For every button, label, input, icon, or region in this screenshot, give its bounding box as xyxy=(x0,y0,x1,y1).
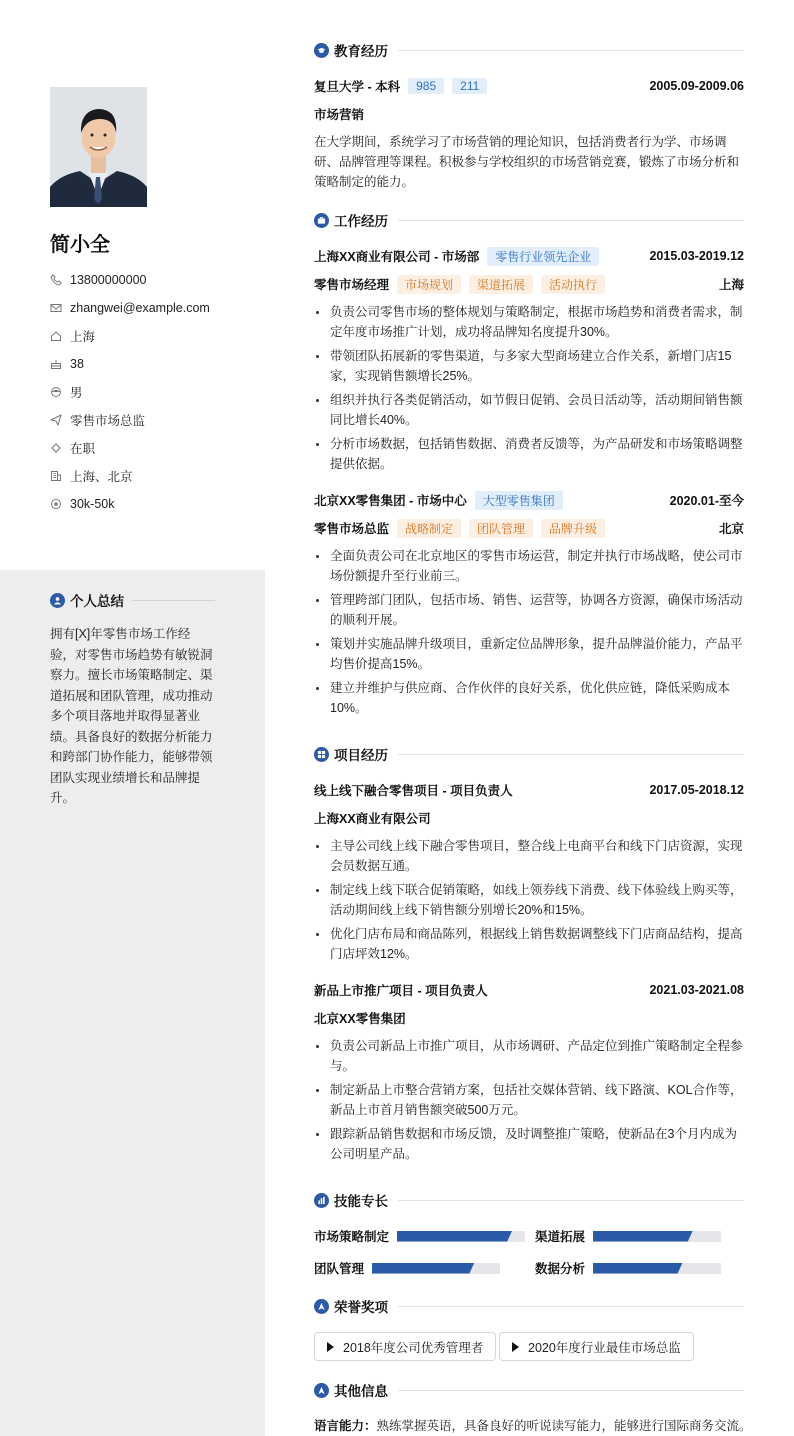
project-date: 2021.03-2021.08 xyxy=(649,983,744,997)
cake-icon xyxy=(50,358,62,370)
project-org-row xyxy=(314,1009,744,1027)
project-name: 新品上市推广项目 - 项目负责人 xyxy=(314,984,488,998)
play-icon xyxy=(512,1342,519,1352)
skill-item xyxy=(314,1259,500,1277)
skill-bar xyxy=(397,1231,525,1242)
major-name: 市场营销 xyxy=(314,108,365,122)
summary-title: 个人总结 xyxy=(70,594,124,609)
list-item: 策划并实施品牌升级项目，重新定位品牌形象，提升品牌溢价能力，产品平均售价提高15%。 xyxy=(314,634,744,674)
project-org: 上海XX商业有限公司 xyxy=(314,812,431,826)
job-date: 2015.03-2019.12 xyxy=(649,249,744,263)
skill-bar-fill xyxy=(593,1263,683,1274)
graduation-cap-icon xyxy=(314,43,329,58)
role-tag: 团队管理 xyxy=(469,519,533,538)
info-gender: 男 xyxy=(50,378,260,406)
skill-bar xyxy=(593,1231,721,1242)
list-item: 跟踪新品销售数据和市场反馈，及时调整推广策略，使新品在3个月内成为公司明星产品。 xyxy=(314,1124,744,1164)
summary-section-header xyxy=(50,590,215,610)
skill-name: 渠道拓展 xyxy=(535,1230,586,1244)
school-tag: 985 xyxy=(408,78,444,94)
award-item: 2018年度公司优秀管理者 xyxy=(314,1332,496,1361)
project-header-row xyxy=(314,781,744,799)
skill-bar-fill xyxy=(397,1231,512,1242)
project-bullets xyxy=(314,836,744,968)
skill-bar xyxy=(593,1263,721,1274)
job-city: 北京 xyxy=(718,522,744,536)
language-text: 熟练掌握英语，具备良好的听说读写能力，能够进行国际商务交流。 xyxy=(376,1419,752,1433)
grid-icon xyxy=(314,747,329,762)
skill-item xyxy=(535,1227,721,1245)
other-title: 其他信息 xyxy=(334,1384,388,1399)
skill-bar-fill xyxy=(372,1263,474,1274)
info-salary: 30k-50k xyxy=(50,490,260,518)
education-school-row xyxy=(314,77,744,95)
language-label: 语言能力： xyxy=(314,1419,377,1433)
job-bullets xyxy=(314,546,744,722)
education-section-header xyxy=(314,40,744,60)
list-item: 组织并执行各类促销活动，如节假日促销、会员日活动等，活动期间销售额同比增长40%。 xyxy=(314,390,744,430)
job-company: 上海XX商业有限公司 - 市场部 xyxy=(314,250,480,264)
work-section-header xyxy=(314,210,744,230)
info-status: 在职 xyxy=(50,434,260,462)
info-cities: 上海、北京 xyxy=(50,462,260,490)
awards-title: 荣誉奖项 xyxy=(334,1300,388,1315)
info-icon xyxy=(314,1383,329,1398)
job-role-row xyxy=(314,519,744,537)
gender-icon xyxy=(50,386,62,398)
info-phone: 13800000000 xyxy=(50,266,260,294)
education-description: 在大学期间，系统学习了市场营销的理论知识，包括消费者行为学、市场调研、品牌管理等课程。积极参与学校组织的市场营销竞赛，锻炼了市场分析和策略制定的能力。 xyxy=(314,135,740,189)
list-item: 带领团队拓展新的零售渠道，与多家大型商场建立合作关系，新增门店15家，实现销售额增长25%。 xyxy=(314,346,744,386)
role-tag: 战略制定 xyxy=(397,519,461,538)
phone-icon xyxy=(50,274,62,286)
role-tag: 市场规划 xyxy=(397,275,461,294)
projects-section-header xyxy=(314,744,744,764)
company-tag: 大型零售集团 xyxy=(475,491,563,510)
award-icon xyxy=(314,1299,329,1314)
briefcase-icon xyxy=(314,213,329,228)
other-section-header xyxy=(314,1380,744,1400)
job-role: 零售市场经理 xyxy=(314,278,390,292)
project-bullets xyxy=(314,1036,744,1168)
user-icon xyxy=(50,593,65,608)
skill-item xyxy=(535,1259,721,1277)
list-item: 管理跨部门团队，包括市场、销售、运营等，协调各方资源，确保市场活动的顺利开展。 xyxy=(314,590,744,630)
job-date: 2020.01-至今 xyxy=(669,494,744,508)
list-item: 主导公司线上线下融合零售项目，整合线上电商平台和线下门店资源，实现会员数据互通。 xyxy=(314,836,744,876)
list-item: 全面负责公司在北京地区的零售市场运营，制定并执行市场战略，使公司市场份额提升至行业前三。 xyxy=(314,546,744,586)
bar-chart-icon xyxy=(314,1193,329,1208)
target-icon xyxy=(50,498,62,510)
projects-title: 项目经历 xyxy=(334,748,388,763)
project-date: 2017.05-2018.12 xyxy=(649,783,744,797)
status-icon xyxy=(50,442,62,454)
skill-bar xyxy=(372,1263,500,1274)
home-icon xyxy=(50,330,62,342)
list-item: 分析市场数据，包括销售数据、消费者反馈等，为产品研发和市场策略调整提供依据。 xyxy=(314,434,744,474)
list-item: 制定新品上市整合营销方案，包括社交媒体营销、线下路演、KOL合作等，新品上市首月销售额突破500万元。 xyxy=(314,1080,744,1120)
job-role-row xyxy=(314,275,744,293)
candidate-name: 简小全 xyxy=(50,234,110,256)
info-position: 零售市场总监 xyxy=(50,406,260,434)
award-item: 2020年度行业最佳市场总监 xyxy=(499,1332,694,1361)
job-company: 北京XX零售集团 - 市场中心 xyxy=(314,494,467,508)
project-name: 线上线下融合零售项目 - 项目负责人 xyxy=(314,784,513,798)
education-date: 2005.09-2009.06 xyxy=(649,79,744,93)
contact-info-list xyxy=(50,266,260,518)
education-major-row xyxy=(314,105,744,123)
mail-icon xyxy=(50,302,62,314)
info-email: zhangwei@example.com xyxy=(50,294,260,322)
school-tag: 211 xyxy=(452,78,487,94)
project-org-row xyxy=(314,809,744,827)
avatar xyxy=(50,87,147,207)
list-item: 负责公司新品上市推广项目，从市场调研、产品定位到推广策略制定全程参与。 xyxy=(314,1036,744,1076)
play-icon xyxy=(327,1342,334,1352)
skill-name: 数据分析 xyxy=(535,1262,586,1276)
list-item: 负责公司零售市场的整体规划与策略制定，根据市场趋势和消费者需求，制定年度市场推广计划，成功将品牌知名度提升30%。 xyxy=(314,302,744,342)
list-item: 制定线上线下联合促销策略，如线上领券线下消费、线下体验线上购买等，活动期间线上线下销售额分别增长20%和15%。 xyxy=(314,880,744,920)
job-header-row xyxy=(314,491,744,509)
skill-name: 市场策略制定 xyxy=(314,1230,390,1244)
job-header-row xyxy=(314,247,744,265)
education-title: 教育经历 xyxy=(334,44,388,59)
summary-text: 拥有[X]年零售市场工作经验，对零售市场趋势有敏锐洞察力。擅长市场策略制定、渠道拓展和团队管理，成功推动多个项目落地并取得显著业绩。具备良好的数据分析能力和跨部门协作能力，能够带领团队实现业绩增长和品牌提升。 xyxy=(50,627,213,805)
skill-item xyxy=(314,1227,525,1245)
project-org: 北京XX零售集团 xyxy=(314,1012,406,1026)
role-tag: 活动执行 xyxy=(541,275,605,294)
job-city: 上海 xyxy=(718,278,744,292)
info-location: 上海 xyxy=(50,322,260,350)
list-item: 优化门店布局和商品陈列，根据线上销售数据调整线下门店商品结构，提高门店坪效12%。 xyxy=(314,924,744,964)
role-tag: 渠道拓展 xyxy=(469,275,533,294)
skill-bar-fill xyxy=(593,1231,693,1242)
company-tag: 零售行业领先企业 xyxy=(487,247,599,266)
info-age: 38 xyxy=(50,350,260,378)
skill-name: 团队管理 xyxy=(314,1262,365,1276)
language-ability xyxy=(314,1416,754,1434)
role-tag: 品牌升级 xyxy=(541,519,605,538)
school-name: 复旦大学 - 本科 xyxy=(314,80,401,94)
left-column xyxy=(0,0,265,1436)
job-bullets xyxy=(314,302,744,478)
skills-title: 技能专长 xyxy=(334,1194,388,1209)
awards-section-header xyxy=(314,1296,744,1316)
send-icon xyxy=(50,414,62,426)
building-icon xyxy=(50,470,62,482)
work-title: 工作经历 xyxy=(334,214,388,229)
list-item: 建立并维护与供应商、合作伙伴的良好关系，优化供应链，降低采购成本10%。 xyxy=(314,678,744,718)
skills-section-header xyxy=(314,1190,744,1210)
job-role: 零售市场总监 xyxy=(314,522,390,536)
project-header-row xyxy=(314,981,744,999)
